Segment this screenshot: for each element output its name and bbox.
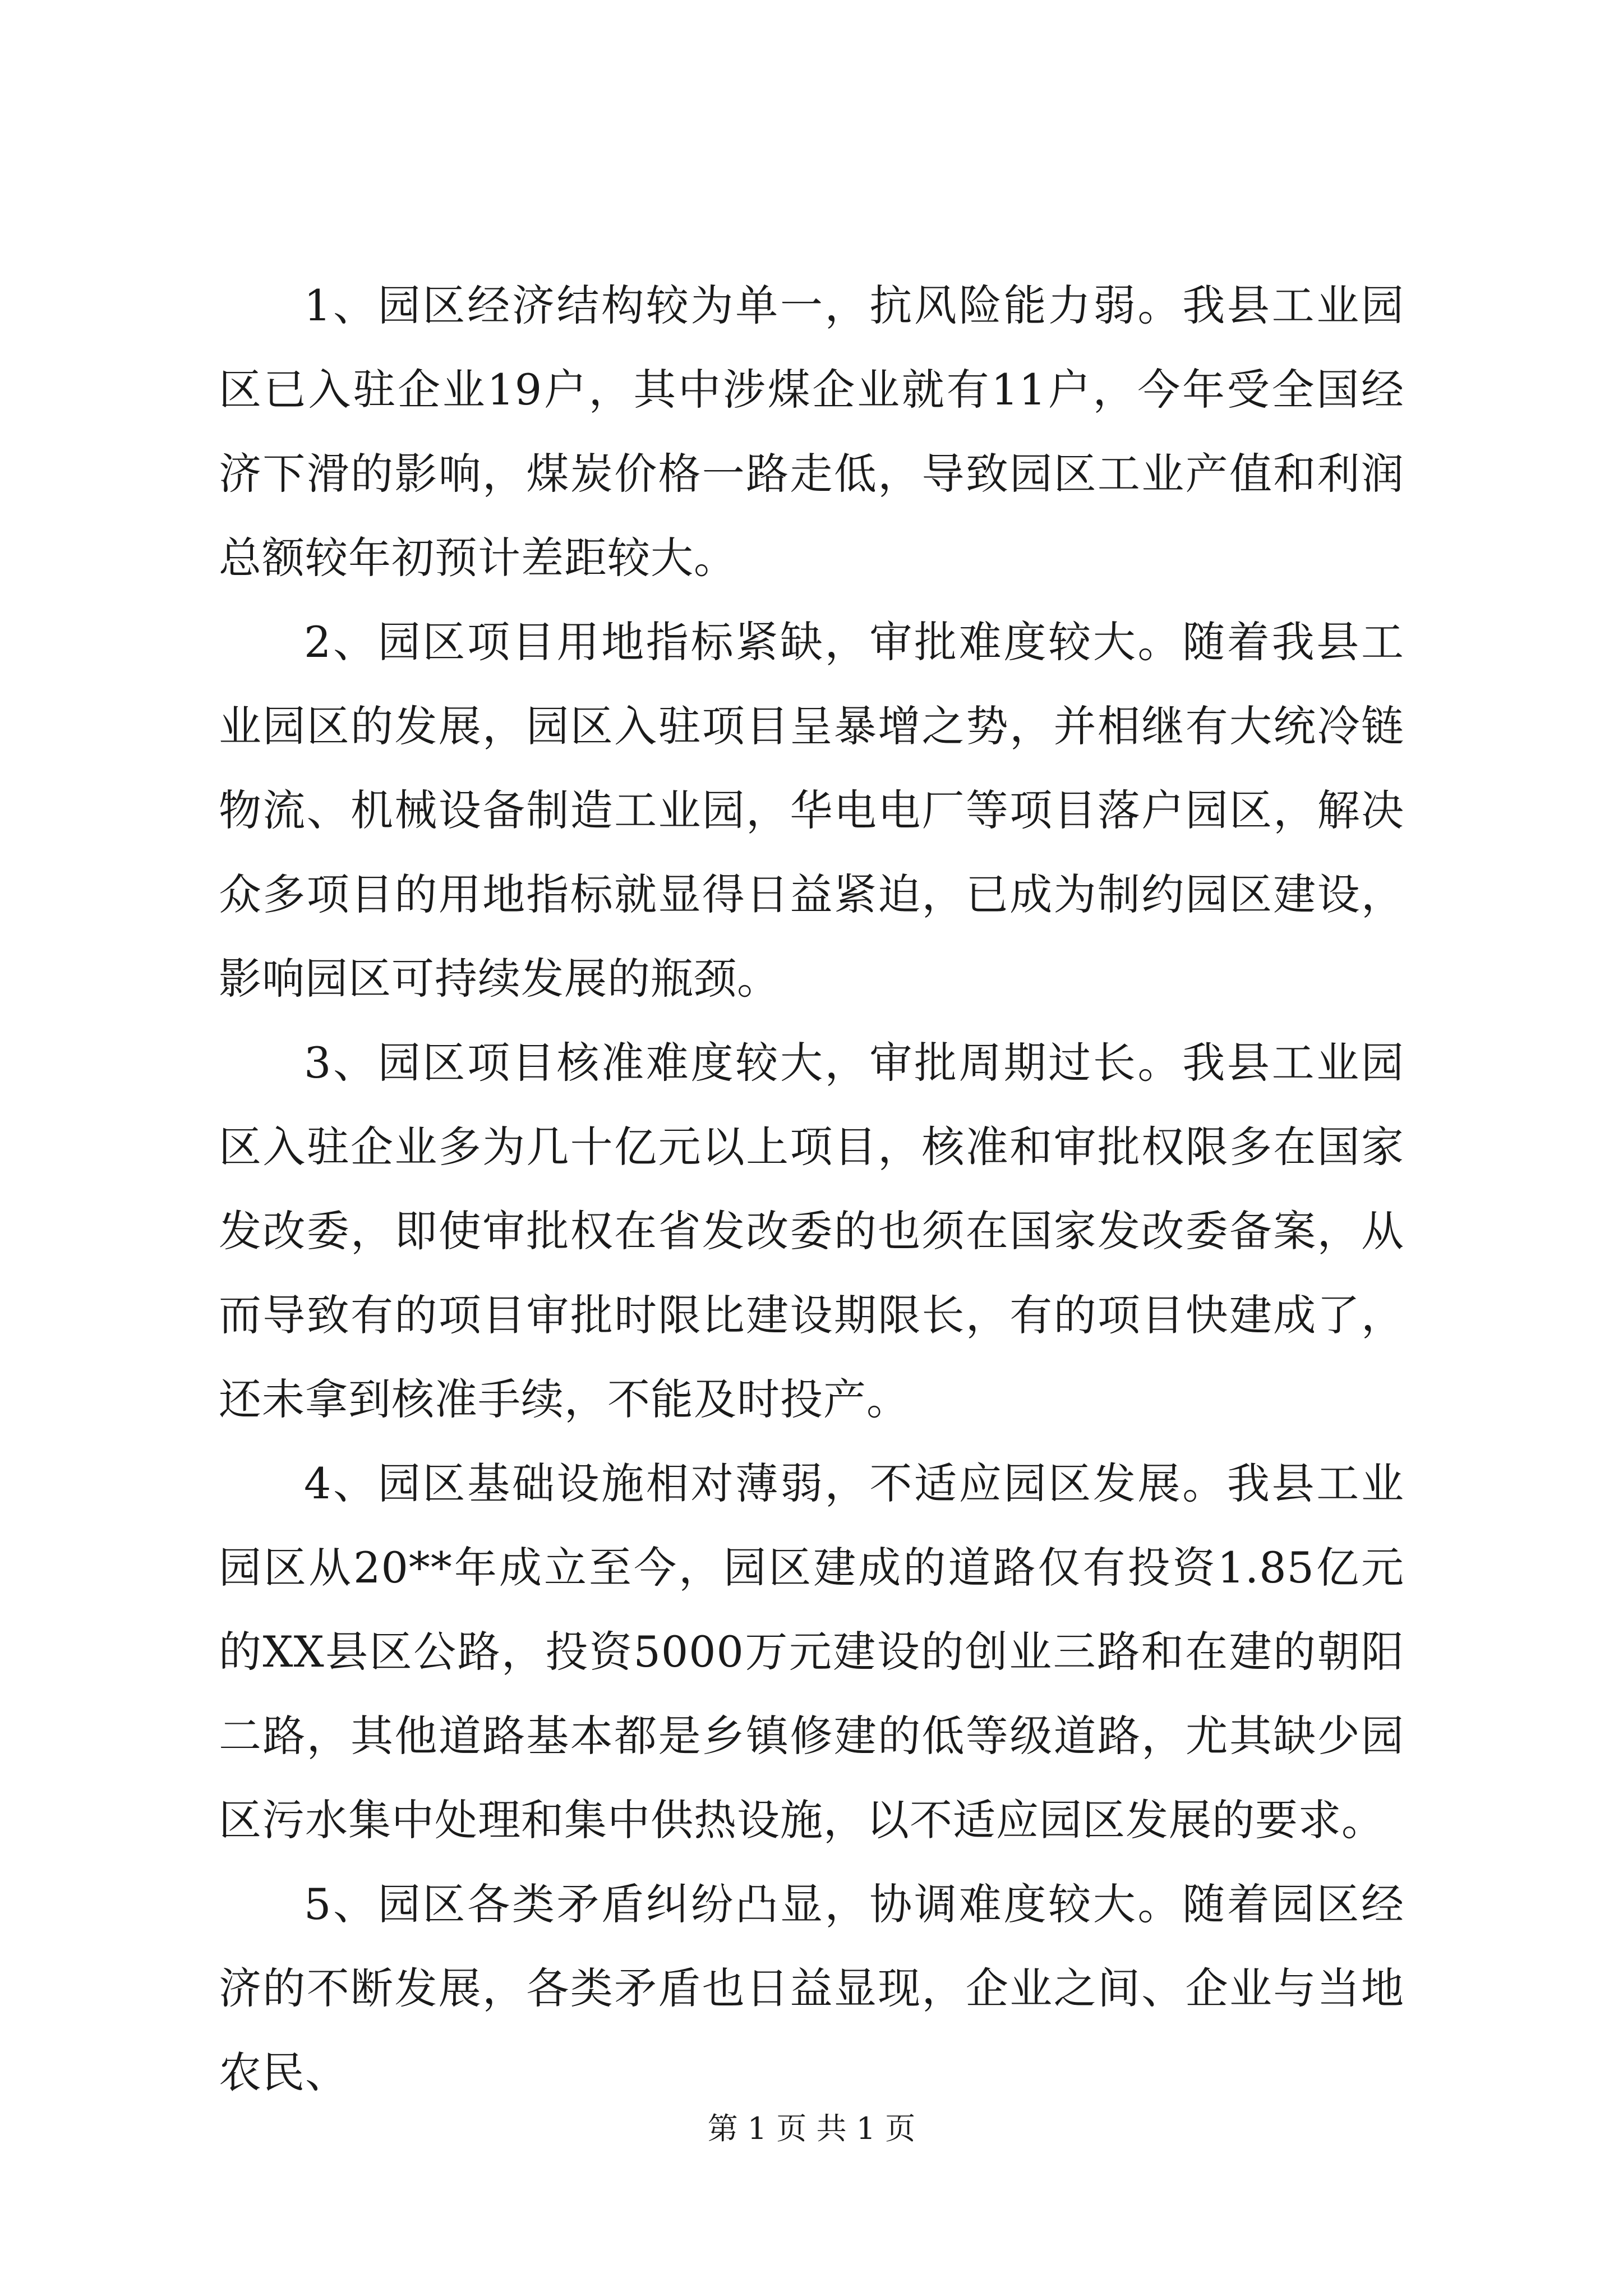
paragraph-3: 3、园区项目核准难度较大，审批周期过长。我县工业园区入驻企业多为几十亿元以上项目，核准和审批权限多在国家发改委，即使审批权在省发改委的也须在国家发改委备案，从而导致有的项目审批时限比建设期限长，有的项目快建成了，还未拿到核准手续，不能及时投产。 [219, 1038, 1404, 1424]
paragraph-4: 4、园区基础设施相对薄弱，不适应园区发展。我县工业园区从20**年成立至今，园区建成的道路仅有投资1.85亿元的XX县区公路，投资5000万元建设的创业三路和在建的朝阳二路，其他道路基本都是乡镇修建的低等级道路，尤其缺少园区污水集中处理和集中供热设施，以不适应园区发展的要求。 [219, 1458, 1404, 1845]
document-body [219, 264, 1404, 2115]
paragraph-1: 1、园区经济结构较为单一，抗风险能力弱。我县工业园区已入驻企业19户，其中涉煤企业就有11户，今年受全国经济下滑的影响，煤炭价格一路走低，导致园区工业产值和利润总额较年初预计差距较大。 [219, 280, 1404, 583]
page-number-footer: 第 1 页 共 1 页 [707, 2111, 916, 2146]
paragraph-2: 2、园区项目用地指标紧缺，审批难度较大。随着我县工业园区的发展，园区入驻项目呈暴增之势，并相继有大统冷链物流、机械设备制造工业园，华电电厂等项目落户园区，解决众多项目的用地指标就显得日益紧迫，已成为制约园区建设，影响园区可持续发展的瓶颈。 [219, 617, 1404, 1004]
paragraph-5: 5、园区各类矛盾纠纷凸显，协调难度较大。随着园区经济的不断发展，各类矛盾也日益显现，企业之间、企业与当地农民、 [219, 1879, 1404, 2097]
